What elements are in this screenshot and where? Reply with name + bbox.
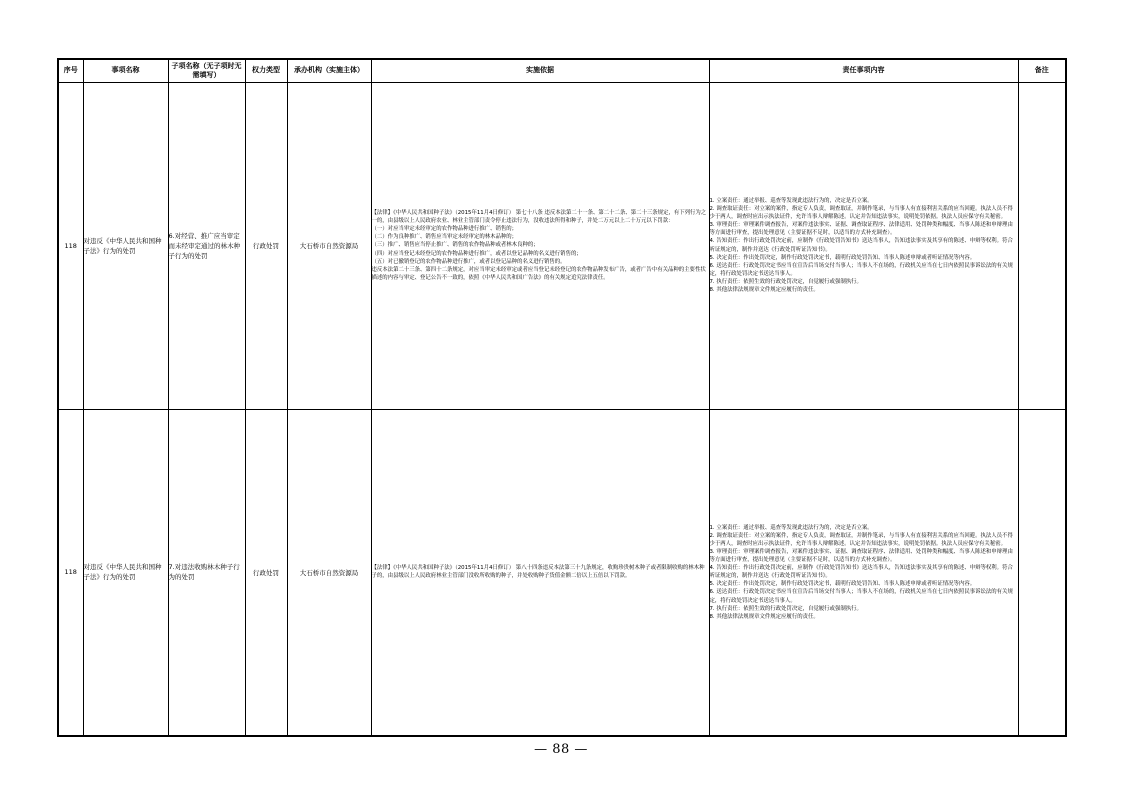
basis-line: 违反本法第二十三条、第四十二条规定，对应当审定未经审定或者应当登记未经登记的农作物品种发布广告，或者广告中有关品种的主要性状描述的内容与审定、登记公告不一致的，依照《中华人民共和国广告法》的有关规定追究法律责任。 xyxy=(371,266,706,281)
responsibility-line: 3. 审理责任：审理案件调查报告，对案件违法事实、证据、调查取证程序、法律适用、处罚种类和幅度、当事人陈述和申辩理由等方面进行审查，提出处理意见（主要证据不足时，以适当的方式补充调查）。 xyxy=(709,548,1013,564)
row-item-name: 对违反《中华人民共和国种子法》行为的处罚 xyxy=(83,409,168,736)
responsibility-line: 5. 决定责任：作出处罚决定，制作行政处罚决定书，载明行政处罚告知、当事人陈述申辩或者听证情况等内容。 xyxy=(709,581,976,588)
row-index: 118 xyxy=(58,82,83,409)
row-remarks xyxy=(1018,409,1066,736)
basis-line: 【法律】《中华人民共和国种子法》（2015年11月4日修订） 第七十八条 违反本法第二十一条、第二十二条、第二十三条规定，有下列行为之一的，由县级以上人民政府农业、林业主管部门责令停止违法行为，没收违法所得和种子，并处二万元以上二十万元以下罚款： xyxy=(371,210,707,225)
basis-line: （一）对应当审定未经审定的农作物品种进行推广、销售的； xyxy=(371,226,518,233)
row-basis xyxy=(371,82,709,409)
responsibility-line: 8. 其他法律法规规章文件规定应履行的责任。 xyxy=(709,286,819,293)
header-power-type: 权力类型 xyxy=(245,59,287,82)
responsibility-line: 5. 决定责任：作出处罚决定，制作行政处罚决定书，载明行政处罚告知、当事人陈述申辩或者听证情况等内容。 xyxy=(709,254,976,261)
power-list-table xyxy=(57,58,1067,737)
basis-line: （五）对已撤销登记的农作物品种进行推广，或者以登记品种的名义进行销售的。 xyxy=(371,258,566,265)
responsibility-line: 3. 审理责任：审理案件调查报告，对案件违法事实、证据、调查取证程序、法律适用、处罚种类和幅度、当事人陈述和申辩理由等方面进行审查，提出处理意见（主要证据不足时，以适当的方式补充调查）。 xyxy=(709,222,1013,237)
row-responsibility xyxy=(709,409,1018,736)
row-power-type: 行政处罚 xyxy=(245,82,287,409)
responsibility-line: 6. 送达责任：行政处罚决定书应当在宣告后当场交付当事人；当事人不在场的，行政机关应当在七日内依照民事诉讼法的有关规定，将行政处罚决定书送达当事人。 xyxy=(709,589,1013,604)
row-item-name: 对违反《中华人民共和国种子法》行为的处罚 xyxy=(83,82,168,409)
responsibility-line: 1. 立案责任：通过举报、巡查等发现此违法行为的，决定是否立案。 xyxy=(709,197,873,204)
responsibility-line: 2. 调查取证责任：对立案的案件，指定专人负责，调查取证，并制作笔录，与当事人有直接利害关系的应当回避。执法人员不得少于两人，调查时应出示执法证件，允许当事人辩解陈述。认定并告知违法事实，说明处罚依据。执法人员应保守有关秘密。 xyxy=(709,206,1013,221)
table-row xyxy=(58,409,1066,736)
responsibility-line: 4. 告知责任：作出行政处罚决定前，应制作《行政处罚告知书》送达当事人，告知违法事实及其享有的陈述、申辩等权利。符合听证规定的，制作并送达《行政处罚听证告知书》。 xyxy=(709,238,1013,253)
responsibility-line: 7. 执行责任：依照生效的行政处罚决定，自觉履行或强制执行。 xyxy=(709,278,862,285)
table-row xyxy=(58,82,1066,409)
row-power-type: 行政处罚 xyxy=(245,409,287,736)
row-remarks xyxy=(1018,82,1066,409)
row-index: 118 xyxy=(58,409,83,736)
basis-line: 【法律】《中华人民共和国种子法》（2015年11月4日修订） 第八十四条违反本法第三十九条规定，收购珍贵树木种子或者限制收购的林木种子的，由县级以上人民政府林业主管部门没收所收购的种子，并处收购种子货值金额二倍以上五倍以下罚款。 xyxy=(371,565,705,580)
responsibility-line: 2. 调查取证责任：对立案的案件，指定专人负责，调查取证，并制作笔录，与当事人有直接利害关系的应当回避。执法人员不得少于两人，调查时应出示执法证件，允许当事人辩解陈述。认定并告知违法事实，说明处罚依据。执法人员应保守有关秘密。 xyxy=(709,532,1013,547)
row-agency: 大石桥市自然资源局 xyxy=(287,82,371,409)
table-header-row xyxy=(58,59,1066,82)
row-sub-item: 6.对经营、推广应当审定而未经审定通过的林木种子行为的处罚 xyxy=(168,82,245,409)
header-index: 序号 xyxy=(58,59,83,82)
page-number: — 88 — xyxy=(534,742,588,757)
header-remarks: 备注 xyxy=(1018,59,1066,82)
row-responsibility xyxy=(709,82,1018,409)
header-basis: 实施依据 xyxy=(371,59,709,82)
responsibility-line: 8. 其他法律法规规章文件规定应履行的责任。 xyxy=(709,613,819,620)
basis-line: （三）推广、销售应当停止推广、销售的农作物品种或者林木良种的； xyxy=(371,242,539,249)
responsibility-line: 1. 立案责任：通过举报、巡查等发现此违法行为的，决定是否立案。 xyxy=(709,524,873,531)
header-agency: 承办机构（实施主体） xyxy=(287,59,371,82)
row-sub-item: 7.对违法收购林木种子行为的处罚 xyxy=(168,409,245,736)
document-sheet xyxy=(57,58,1065,735)
responsibility-line: 4. 告知责任：作出行政处罚决定前，应制作《行政处罚告知书》送达当事人，告知违法事实及其享有的陈述、申辩等权利。符合听证规定的，制作并送达《行政处罚听证告知书》。 xyxy=(709,565,1013,580)
responsibility-line: 6. 送达责任：行政处罚决定书应当在宣告后当场交付当事人；当事人不在场的，行政机关应当在七日内依照民事诉讼法的有关规定，将行政处罚决定书送达当事人。 xyxy=(709,262,1013,277)
header-responsibility: 责任事项内容 xyxy=(709,59,1018,82)
responsibility-line: 7. 执行责任：依照生效的行政处罚决定，自觉履行或强制执行。 xyxy=(709,605,862,612)
header-sub-item: 子项名称（无子项时无需填写） xyxy=(168,59,245,82)
header-item-name: 事项名称 xyxy=(83,59,168,82)
basis-line: （四）对应当登记未经登记的农作物品种进行推广，或者以登记品种的名义进行销售的； xyxy=(371,250,582,257)
row-agency: 大石桥市自然资源局 xyxy=(287,409,371,736)
basis-line: （二）作为良种推广、销售应当审定未经审定的林木品种的； xyxy=(371,234,518,241)
row-basis xyxy=(371,409,709,736)
